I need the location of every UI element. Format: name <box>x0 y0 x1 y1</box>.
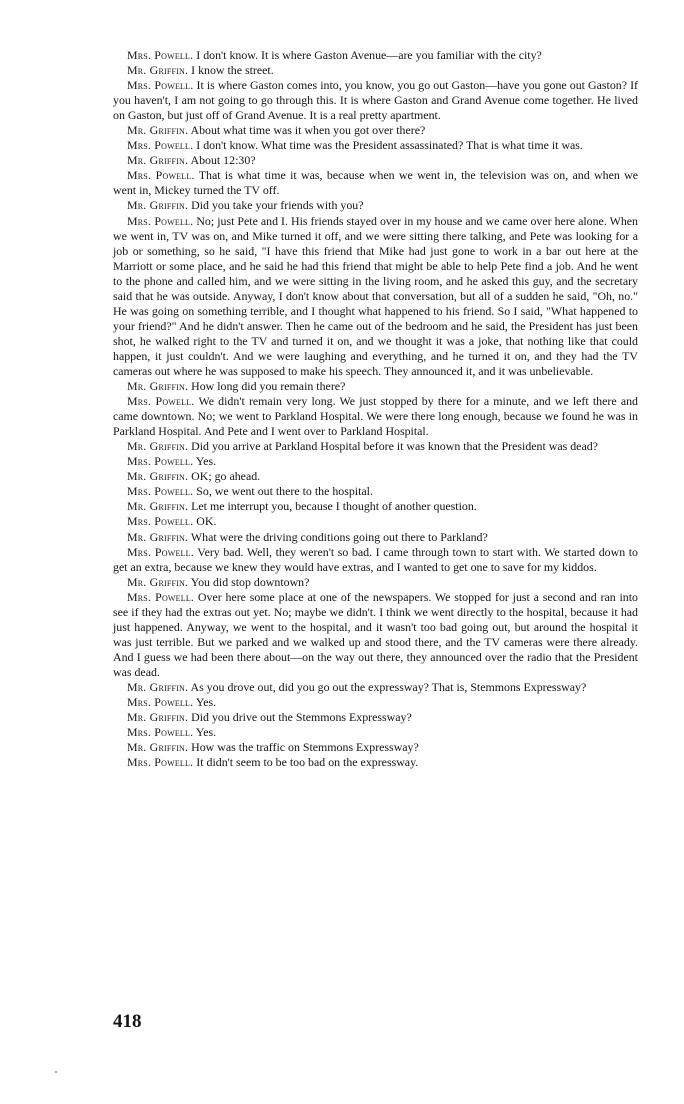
testimony-text: What were the driving conditions going out there to Parkland? <box>190 529 488 544</box>
testimony-text: I know the street. <box>191 63 274 78</box>
testimony-paragraph <box>113 379 638 394</box>
speaker-name: Mr. Griffin. <box>127 710 189 725</box>
testimony-text: We didn't remain very long. We just stopped by there for a minute, and we left there and came downtown. No; we went to Parkland Hospital. We were there long enough, because we found he was in Parkland Hospital. And Pete and I went over to Parkland Hospital. <box>113 394 638 439</box>
speaker-name: Mrs. Powell. <box>127 484 194 499</box>
testimony-text: So, we went out there to the hospital. <box>196 484 373 499</box>
testimony-text: OK; go ahead. <box>191 469 261 484</box>
page-number: 418 <box>113 1011 142 1032</box>
testimony-paragraph <box>113 123 638 138</box>
testimony-paragraph <box>113 454 638 469</box>
speaker-name: Mr. Griffin. <box>127 379 189 394</box>
speaker-name: Mrs. Powell. <box>127 695 194 710</box>
testimony-paragraph <box>113 755 638 770</box>
speaker-name: Mrs. Powell. <box>127 48 194 62</box>
testimony-page-body <box>113 48 638 770</box>
testimony-paragraph <box>113 198 638 213</box>
speaker-name: Mrs. Powell. <box>127 394 195 409</box>
speaker-name: Mrs. Powell. <box>127 168 195 183</box>
testimony-paragraph <box>113 530 638 545</box>
speaker-name: Mr. Griffin. <box>127 123 189 138</box>
testimony-text: I don't know. What time was the President assassinated? That is what time it was. <box>196 138 583 153</box>
testimony-paragraph <box>113 575 638 590</box>
speaker-name: Mr. Griffin. <box>127 439 189 454</box>
testimony-text: It is where Gaston comes into, you know, you go out Gaston—have you gone out Gaston? If you haven't, I am not going to go through this. It is where Gaston and Grand Avenue come together. He lived on Gaston, but just off of Grand Avenue. It is a real pretty apartment. <box>113 78 638 123</box>
speaker-name: Mr. Griffin. <box>127 499 189 514</box>
speaker-name: Mr. Griffin. <box>127 469 189 484</box>
testimony-text: It didn't seem to be too bad on the expressway. <box>196 755 419 770</box>
testimony-text: Over here some place at one of the newspapers. We stopped for just a second and ran into see if they had the extras out yet. No; maybe we didn't. I think we went directly to the hospital, because it had just happened. Anyway, we went to the hospital, and it wasn't too bad going out, but around the hospital it was just terrible. But we parked and we walked up and stood there, and the TV cameras were there already. And I guess we had been there about—on the way out there, they announced over the radio that the President was dead. <box>113 589 638 679</box>
speaker-name: Mr. Griffin. <box>127 529 189 544</box>
testimony-text: You did stop downtown? <box>190 574 310 589</box>
testimony-paragraph <box>113 484 638 499</box>
testimony-paragraph <box>113 63 638 78</box>
testimony-text: Yes. <box>195 695 217 710</box>
speaker-name: Mr. Griffin. <box>127 198 189 213</box>
testimony-paragraph <box>113 514 638 529</box>
testimony-paragraph <box>113 138 638 153</box>
testimony-paragraph <box>113 710 638 725</box>
testimony-paragraph <box>113 499 638 514</box>
testimony-text: Did you arrive at Parkland Hospital before it was known that the President was dead? <box>191 439 598 454</box>
speaker-name: Mr. Griffin. <box>127 679 189 694</box>
testimony-text: That is what time it was, because when we went in, the television was on, and when we went in, Mickey turned the TV off. <box>113 168 638 198</box>
speaker-name: Mrs. Powell. <box>127 78 194 93</box>
testimony-paragraph <box>113 394 638 439</box>
testimony-text: As you drove out, did you go out the expressway? That is, Stemmons Expressway? <box>190 679 587 694</box>
speaker-name: Mrs. Powell. <box>127 514 194 529</box>
speaker-name: Mr. Griffin. <box>127 574 189 589</box>
testimony-paragraph <box>113 168 638 198</box>
testimony-paragraph <box>113 725 638 740</box>
speaker-name: Mrs. Powell. <box>127 725 194 740</box>
testimony-text: Did you take your friends with you? <box>191 198 364 213</box>
testimony-text: About 12:30? <box>190 153 256 168</box>
speaker-name: Mrs. Powell. <box>127 213 194 228</box>
speaker-name: Mr. Griffin. <box>127 153 189 168</box>
testimony-paragraph <box>113 48 638 63</box>
testimony-text: I don't know. It is where Gaston Avenue—are you familiar with the city? <box>196 48 542 62</box>
testimony-paragraph <box>113 680 638 695</box>
testimony-paragraph <box>113 469 638 484</box>
speaker-name: Mr. Griffin. <box>127 63 189 78</box>
testimony-paragraph <box>113 78 638 123</box>
testimony-text: Let me interrupt you, because I thought of another question. <box>191 499 477 514</box>
testimony-paragraph <box>113 590 638 680</box>
testimony-text: About what time was it when you got over there? <box>190 123 426 138</box>
speaker-name: Mrs. Powell. <box>127 138 194 153</box>
testimony-text: How long did you remain there? <box>191 379 346 394</box>
testimony-text: No; just Pete and I. His friends stayed over in my house and we came over here alone. When we went in, TV was on, and Mike turned it off, and we were sitting there talking, and Pete was looking for a job or something, so he said, "I have this friend that Mike had just gone to work in a bar out here at the Marriott or some place, and he said he had this friend that might be able to help Pete find a job. And he went to the phone and called him, and we were sitting in the living room, and he asked this guy, and the secretary said that he was outside. Anyway, I don't know about that conversation, but all of a sudden he said, "Oh, no." He was going on something terrible, and I thought what happened to his friend. So I said, "What happened to your friend?" And he didn't answer. Then he came out of the bedroom and he said, the President has just been shot, he walked right to the TV and turned it on, and we thought it was a joke, that nothing like that could happen, it just couldn't. And we were laughing and everything, and he turned it on, and they had the TV cameras out where he was supposed to make his speech. They announced it, and it was unbelievable. <box>113 213 638 378</box>
testimony-paragraph <box>113 695 638 710</box>
testimony-paragraph <box>113 545 638 575</box>
scan-speck <box>55 1071 57 1073</box>
speaker-name: Mrs. Powell. <box>127 589 195 604</box>
testimony-text: How was the traffic on Stemmons Expressway? <box>191 740 419 755</box>
testimony-paragraph <box>113 740 638 755</box>
speaker-name: Mrs. Powell. <box>127 755 194 770</box>
testimony-text: Yes. <box>195 454 217 469</box>
testimony-text: Very bad. Well, they weren't so bad. I came through town to start with. We started down to get an extra, because we knew they would have extras, and I wanted to get one to save for my kiddos. <box>113 544 638 574</box>
testimony-paragraph <box>113 153 638 168</box>
testimony-text: Did you drive out the Stemmons Expressway? <box>191 710 412 725</box>
speaker-name: Mrs. Powell. <box>127 454 194 469</box>
testimony-paragraph <box>113 214 638 380</box>
speaker-name: Mr. Griffin. <box>127 740 189 755</box>
testimony-text: Yes. <box>195 725 217 740</box>
speaker-name: Mrs. Powell. <box>127 544 194 559</box>
testimony-text: OK. <box>196 514 217 529</box>
testimony-paragraph <box>113 439 638 454</box>
